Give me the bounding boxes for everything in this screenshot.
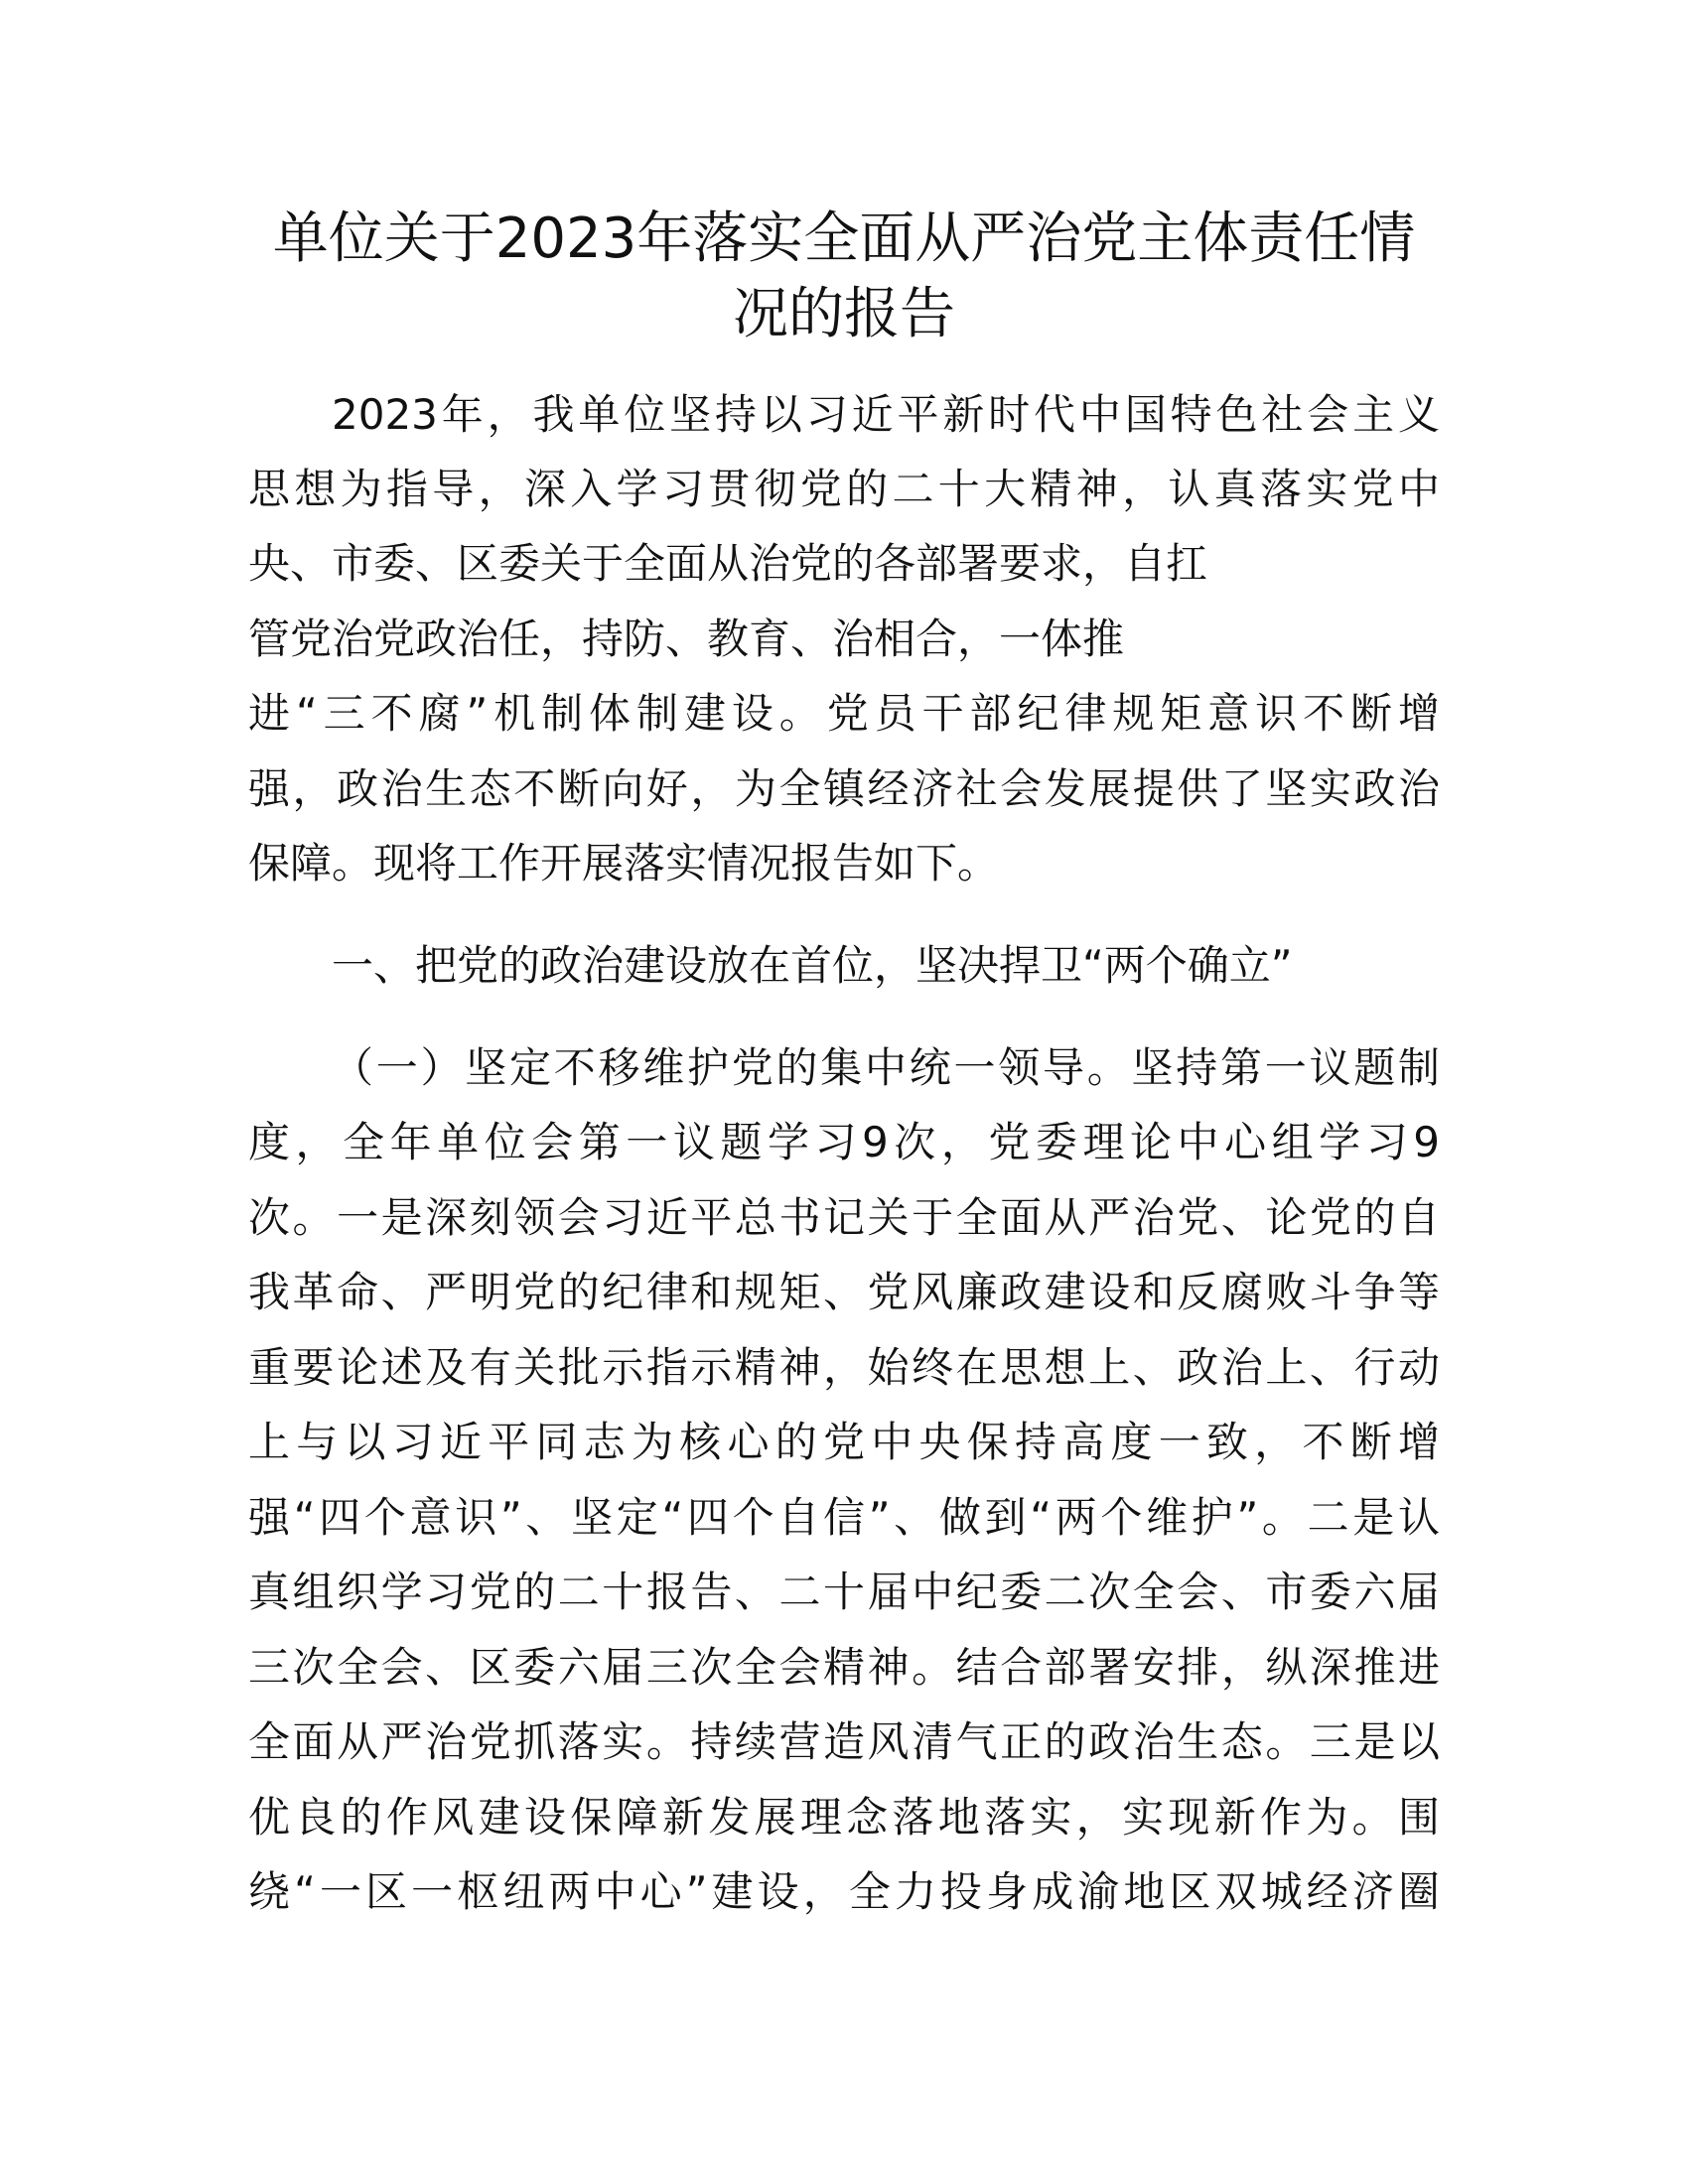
section-line-12: 绕“一区一枢纽两中心”建设，全力投身成渝地区双城经济圈 bbox=[248, 1867, 1440, 1916]
section-line-5: 重要论述及有关批示指示精神，始终在思想上、政治上、行动 bbox=[248, 1343, 1440, 1392]
intro-line-2: 思想为指导，深入学习贯彻党的二十大精神，认真落实党中 bbox=[248, 465, 1440, 513]
document-title-line-2: 况的报告 bbox=[733, 282, 955, 346]
intro-line-6: 强，政治生态不断向好，为全镇经济社会发展提供了坚实政治 bbox=[248, 764, 1440, 813]
section-heading: 一、把党的政治建设放在首位，坚决捍卫“两个确立” bbox=[332, 941, 1293, 990]
intro-line-5: 进“三不腐”机制体制建设。党员干部纪律规矩意识不断增 bbox=[248, 689, 1440, 738]
intro-line-7: 保障。现将工作开展落实情况报告如下。 bbox=[248, 839, 1000, 887]
section-line-7: 强“四个意识”、坚定“四个自信”、做到“两个维护”。二是认 bbox=[248, 1493, 1440, 1542]
section-line-8: 真组织学习党的二十报告、二十届中纪委二次全会、市委六届 bbox=[248, 1568, 1440, 1616]
section-line-6: 上与以习近平同志为核心的党中央保持高度一致，不断增 bbox=[248, 1418, 1440, 1466]
document-title-line-1: 单位关于2023年落实全面从严治党主体责任情 bbox=[272, 206, 1416, 271]
section-line-11: 优良的作风建设保障新发展理念落地落实，实现新作为。围 bbox=[248, 1793, 1440, 1842]
intro-line-1: 2023年，我单位坚持以习近平新时代中国特色社会主义 bbox=[332, 390, 1440, 439]
section-line-10: 全面从严治党抓落实。持续营造风清气正的政治生态。三是以 bbox=[248, 1717, 1440, 1766]
section-line-4: 我革命、严明党的纪律和规矩、党风廉政建设和反腐败斗争等 bbox=[248, 1268, 1440, 1316]
section-line-1: （一）坚定不移维护党的集中统一领导。坚持第一议题制 bbox=[332, 1043, 1440, 1092]
section-line-2: 度，全年单位会第一议题学习9次，党委理论中心组学习9 bbox=[248, 1118, 1440, 1166]
section-line-3: 次。一是深刻领会习近平总书记关于全面从严治党、论党的自 bbox=[248, 1193, 1440, 1242]
intro-line-3: 央、市委、区委关于全面从治党的各部署要求，自扛 bbox=[248, 539, 1208, 588]
section-line-9: 三次全会、区委六届三次全会精神。结合部署安排，纵深推进 bbox=[248, 1643, 1440, 1692]
intro-line-4: 管党治党政治任，持防、教育、治相合，一体推 bbox=[248, 614, 1125, 663]
